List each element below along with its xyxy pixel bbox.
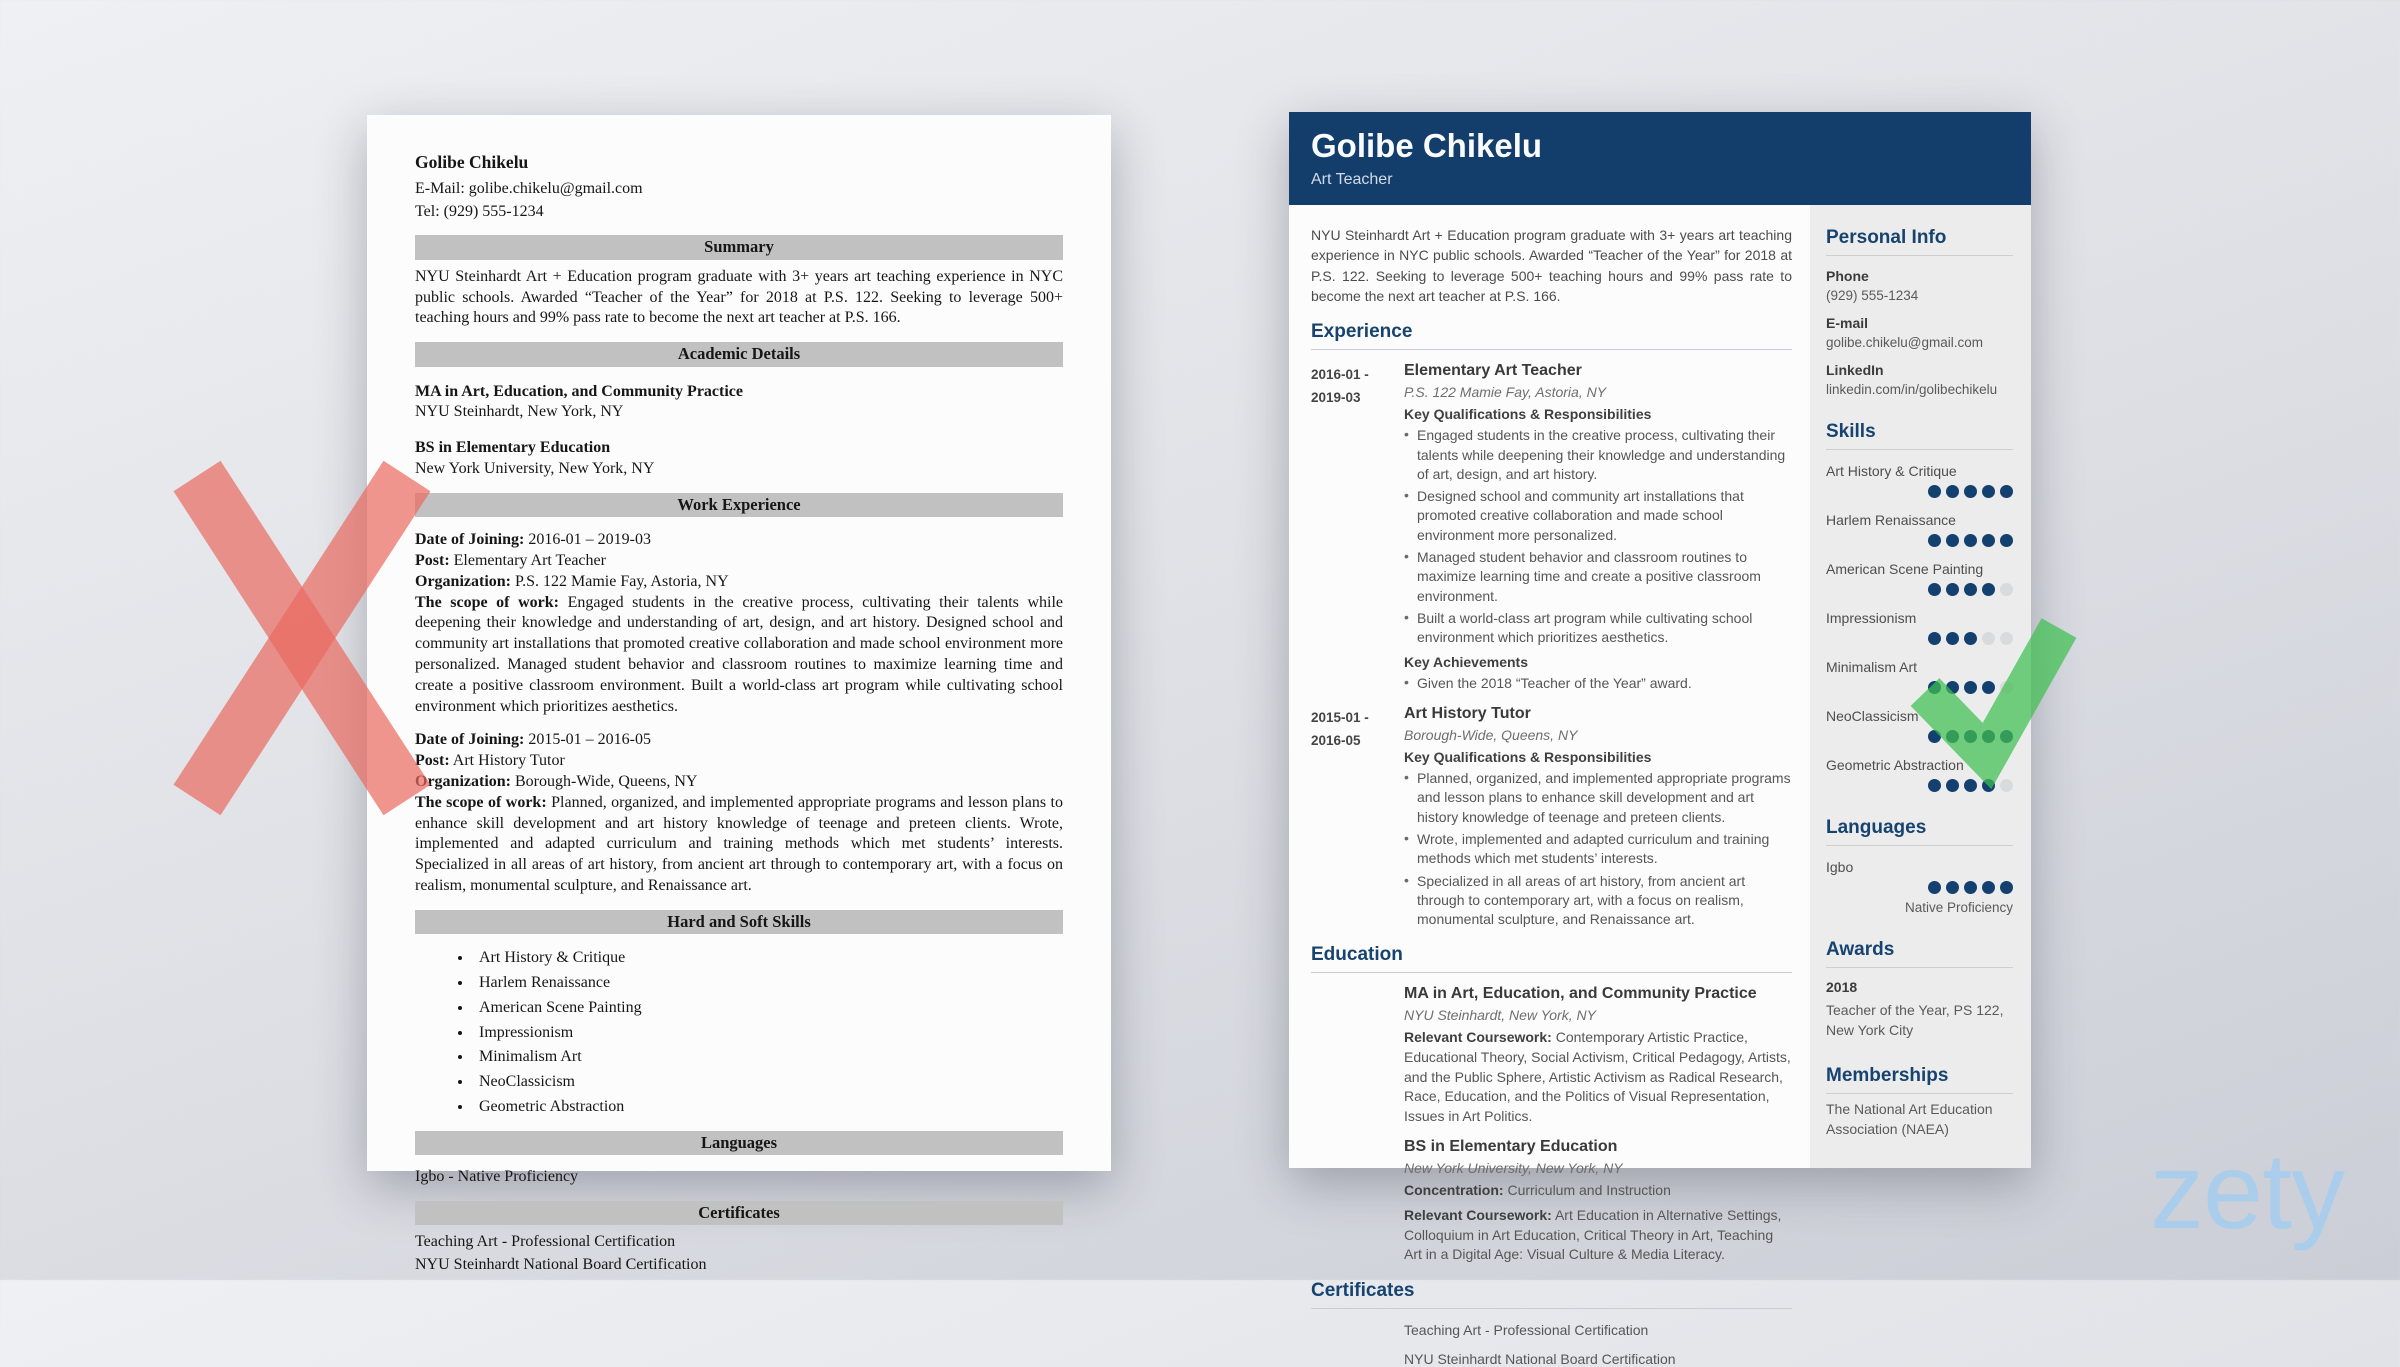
section-band-summary: Summary: [415, 235, 1063, 259]
wrong-degree: BS in Elementary Education: [415, 439, 611, 457]
field-value-phone: (929) 555-1234: [1826, 288, 1919, 303]
list-item: • Built a world-class art program while cultivating school environment which prioritizes aesthetics.: [1404, 609, 1792, 648]
job-company: P.S. 122 Mamie Fay, Astoria, NY: [1404, 384, 1607, 401]
list-item: • Minimalism Art: [473, 1047, 1063, 1068]
list-item: • Specialized in all areas of art history, from ancient art through to contemporary art, with a focus on realism, monumental sculpture, and Renaissance art.: [1404, 872, 1792, 930]
skill-name: Harlem Renaissance: [1826, 512, 1956, 528]
skill-rating-dots: [1826, 485, 2013, 499]
sidebar-heading-personal-info: Personal Info: [1826, 227, 2013, 256]
good-summary-text: NYU Steinhardt Art + Education program graduate with 3+ years art teaching experience in NYC public schools. Awarded “Teacher of the Year” for 2018 at P.S. 122. Seeking to leverage 500+ teaching hours and 99% pass rate to become the next art teacher at P.S. 166.: [1311, 227, 1792, 304]
section-heading-certificates: Certificates: [1311, 1280, 1792, 1309]
experience-entry: [1311, 362, 1792, 693]
date-start: 2015-01 -: [1311, 709, 1369, 725]
sidebar-heading-memberships: Memberships: [1826, 1065, 2013, 1094]
experience-entry: [1311, 705, 1792, 930]
resume-header: [1289, 112, 2031, 205]
education-entry: [1404, 1138, 1792, 1264]
sidebar-heading-awards: Awards: [1826, 939, 2013, 968]
section-heading-experience: Experience: [1311, 321, 1792, 350]
skill-name: Minimalism Art: [1826, 659, 1918, 675]
award-text: Teacher of the Year, PS 122, New York City: [1826, 1002, 2004, 1039]
post-value: Elementary Art Teacher: [453, 552, 606, 570]
skill-rating-dots: [1826, 779, 2013, 793]
list-item: • NeoClassicism: [473, 1072, 1063, 1093]
field-value-email: golibe.chikelu@gmail.com: [1826, 335, 1984, 350]
scope-label: The scope of work:: [415, 793, 547, 811]
wrong-school: NYU Steinhardt, New York, NY: [415, 403, 624, 421]
degree-title: BS in Elementary Education: [1404, 1138, 1618, 1156]
list-item: • Wrote, implemented and adapted curriculum and training methods which met students’ interests.: [1404, 830, 1792, 869]
job-title: Art History Tutor: [1404, 704, 1531, 722]
wrong-resume-email: E-Mail: golibe.chikelu@gmail.com: [415, 179, 643, 197]
language-proficiency: Native Proficiency: [1904, 900, 2013, 915]
achievement-bullets: [1404, 674, 1792, 693]
wrong-job-entry: [415, 530, 1063, 717]
field-label-phone: Phone: [1826, 268, 1869, 284]
job-title: Elementary Art Teacher: [1404, 362, 1582, 380]
degree-title: MA in Art, Education, and Community Practice: [1404, 985, 1757, 1003]
list-item: • American Scene Painting: [473, 998, 1063, 1019]
certificate-line: NYU Steinhardt National Board Certification: [1404, 1350, 1676, 1367]
language-rating-dots: [1826, 881, 2013, 895]
wrong-summary-text: NYU Steinhardt Art + Education program graduate with 3+ years art teaching experience in NYC public schools. Awarded “Teacher of the Year” for 2018 at P.S. 122. Seeking to leverage 500+ teaching hours and 99% pass rate to become the next art teacher at P.S. 166.: [415, 267, 1063, 327]
section-band-certificates: Certificates: [415, 1201, 1063, 1225]
sidebar-heading-languages: Languages: [1826, 817, 2013, 846]
skill-rating-dots: [1826, 583, 2013, 597]
post-label: Post:: [415, 752, 450, 770]
post-value: Art History Tutor: [452, 752, 565, 770]
school-name: New York University, New York, NY: [1404, 1160, 1623, 1177]
concentration-label: Concentration:: [1404, 1182, 1504, 1199]
good-resume-name: Golibe Chikelu: [1311, 127, 1543, 164]
date-end: 2016-05: [1311, 732, 1361, 748]
field-value-linkedin: linkedin.com/in/golibechikelu: [1826, 382, 1998, 397]
skill-rating-dots: [1826, 534, 2013, 548]
good-resume-job-title: Art Teacher: [1311, 171, 1393, 188]
section-band-academic-details: Academic Details: [415, 342, 1063, 366]
certificate-line: Teaching Art - Professional Certification: [1404, 1321, 1649, 1338]
organization-label: Organization:: [415, 572, 511, 590]
language-name: Igbo: [1826, 859, 1854, 875]
post-label: Post:: [415, 552, 450, 570]
qualifications-heading: Key Qualifications & Responsibilities: [1404, 406, 1652, 423]
job-bullets: [1404, 769, 1792, 930]
wrong-skills-list: [415, 948, 1063, 1118]
organization-value: P.S. 122 Mamie Fay, Astoria, NY: [515, 572, 729, 590]
achievements-heading: Key Achievements: [1404, 653, 1528, 670]
list-item: • Managed student behavior and classroom routines to maximize learning time and create a positive classroom environment.: [1404, 548, 1792, 606]
skill-name: NeoClassicism: [1826, 708, 1919, 724]
list-item: • Planned, organized, and implemented appropriate programs and lesson plans to enhance skill development and art history knowledge of teenage and preteen clients.: [1404, 769, 1792, 827]
date-end: 2019-03: [1311, 390, 1361, 406]
concentration-text: Curriculum and Instruction: [1507, 1182, 1671, 1199]
section-band-languages: Languages: [415, 1131, 1063, 1155]
coursework-label: Relevant Coursework:: [1404, 1207, 1552, 1223]
sidebar-heading-skills: Skills: [1826, 421, 2013, 450]
section-heading-education: Education: [1311, 944, 1792, 973]
resume-sidebar: [1810, 205, 2031, 1168]
list-item: • Impressionism: [473, 1023, 1063, 1044]
skill-name: Impressionism: [1826, 610, 1917, 626]
skill-rating-dots: [1826, 730, 2013, 744]
resume-main-column: [1289, 205, 1810, 1367]
wrong-school: New York University, New York, NY: [415, 460, 655, 477]
coursework-label: Relevant Coursework:: [1404, 1029, 1552, 1046]
section-band-work-experience: Work Experience: [415, 493, 1063, 517]
field-label-linkedin: LinkedIn: [1826, 362, 1884, 378]
scope-label: The scope of work:: [415, 593, 559, 611]
certificate-line: Teaching Art - Professional Certification: [415, 1233, 676, 1251]
coursework-text: Contemporary Artistic Practice, Educational Theory, Social Activism, Critical Pedagogy, Artists, and the Public Sphere, Artistic Activism as Radical Research, Race, Education, and the Politics of Visual Representation, Issues in Art Politics.: [1404, 1029, 1791, 1124]
list-item: • Geometric Abstraction: [473, 1097, 1063, 1118]
wrong-resume-name: Golibe Chikelu: [415, 152, 529, 172]
date-of-joining-value: 2016-01 – 2019-03: [528, 531, 651, 549]
scope-text: Planned, organized, and implemented appropriate programs and lesson plans to enhance skill development and art history knowledge of teenage and preteen clients. Wrote, implemented and adapted curriculum and training methods which met students’ interests. Specialized in all areas of art history, from ancient art through to contemporary art, with a focus on realism, monumental sculpture, and Renaissance art.: [415, 793, 1064, 894]
organization-label: Organization:: [415, 773, 511, 790]
wrong-resume-phone: Tel: (929) 555-1234: [415, 202, 544, 220]
list-item: • Given the 2018 “Teacher of the Year” award.: [1404, 674, 1792, 693]
date-of-joining-value: 2015-01 – 2016-05: [528, 731, 651, 749]
job-company: Borough-Wide, Queens, NY: [1404, 726, 1578, 743]
zety-logo: zety: [2150, 1130, 2345, 1251]
qualifications-heading: Key Qualifications & Responsibilities: [1404, 748, 1652, 765]
skill-rating-dots: [1826, 632, 2013, 646]
skill-name: American Scene Painting: [1826, 561, 1984, 577]
award-year: 2018: [1826, 979, 1858, 995]
organization-value: Borough-Wide, Queens, NY: [515, 773, 698, 790]
date-of-joining-label: Date of Joining:: [415, 531, 525, 549]
membership-text: The National Art Education Association (NAEA): [1826, 1100, 1993, 1137]
skill-rating-dots: [1826, 681, 2013, 695]
wrong-degree: MA in Art, Education, and Community Practice: [415, 382, 743, 400]
scope-text: Engaged students in the creative process, cultivating their talents while deepening their knowledge and understanding of art, design, and art history. Designed school and community art installations that promoted creative collaboration and made school environment more personalized. Managed student behavior and classroom routines to maximize learning time and create a positive classroom environment. Built a world-class art program while cultivating school environment which prioritizes aesthetics.: [415, 593, 1064, 715]
good-resume-page: [1289, 112, 2031, 1367]
coursework-text: Art Education in Alternative Settings, Colloquium in Art Education, Critical Theory in Art, Teaching Art in a Digital Age: Visual Culture & Media Literacy.: [1404, 1207, 1782, 1263]
date-start: 2016-01 -: [1311, 367, 1369, 383]
list-item: • Engaged students in the creative process, cultivating their talents while deepening their knowledge and understanding of art, design, and art history.: [1404, 426, 1792, 484]
section-band-hard-soft-skills: Hard and Soft Skills: [415, 910, 1063, 934]
certificate-line: NYU Steinhardt National Board Certification: [415, 1256, 707, 1274]
list-item: • Art History & Critique: [473, 948, 1063, 969]
field-label-email: E-mail: [1826, 315, 1869, 331]
school-name: NYU Steinhardt, New York, NY: [1404, 1007, 1596, 1024]
date-of-joining-label: Date of Joining:: [415, 731, 525, 749]
skill-name: Geometric Abstraction: [1826, 757, 1964, 773]
education-entry: [1404, 985, 1792, 1126]
wrong-job-entry: [415, 730, 1063, 896]
skill-name: Art History & Critique: [1826, 463, 1957, 479]
wrong-language-line: Igbo - Native Proficiency: [415, 1168, 579, 1186]
list-item: • Harlem Renaissance: [473, 973, 1063, 994]
wrong-certificates: [415, 1232, 1063, 1276]
list-item: • Designed school and community art installations that promoted creative collaboration and made school environment more personalized.: [1404, 487, 1792, 545]
job-bullets: [1404, 426, 1792, 647]
wrong-resume-page: [367, 115, 1111, 1274]
